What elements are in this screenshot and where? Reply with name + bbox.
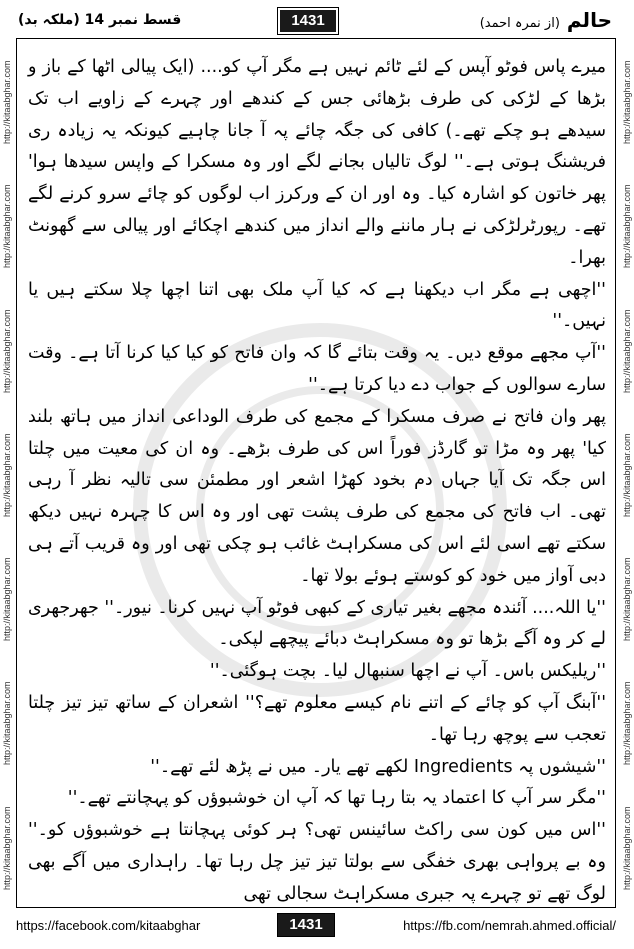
paragraph: ''آبنگ آپ کو چائے کے اتنے نام کیسے معلوم تھے؟'' اشعران کے ساتھ تیز تیز چلتا تعجب سے پوچھ رہا تھا۔ bbox=[28, 692, 606, 745]
paragraph: ''مگر سر آپ کا اعتماد یہ بتا رہا تھا کہ آپ ان خوشبوؤں کو پہچانتے تھے۔'' bbox=[67, 788, 606, 809]
paragraph: میرے پاس فوٹو آپس کے لئے ٹائم نہیں ہے مگر آپ کو.... (ایک پیالی اٹھا کے باز و بڑھا کے لڑکی کی طرف بڑھائی جس کے کندھے اور چہرے کے زاویے اب تک سیدھے ہو چکے تھے۔) کافی کی جگہ چائے پہ آ جانا چاہیے کیونکہ یہ زیادہ ری فریشنگ ہوتی ہے۔'' لوگ تالیاں بجانے لگے اور وہ مسکرا کے واپس سیدھا ہوا' پھر خاتون کو اشارہ کیا۔ وہ اور ان کے ورکرز اب لوگوں کو چائے سرو کرنے لگے تھے۔ رپورٹرلڑکی نے ہار ماننے والے انداز میں کندھے اچکائے اور پیالی سے گھونٹ بھرا۔ bbox=[28, 57, 606, 268]
author-name: (از نمرہ احمد) bbox=[479, 16, 560, 31]
page-footer bbox=[16, 912, 616, 944]
right-margin-watermark: http://kitaabghar.com http://kitaabghar.com http://kitaabghar.com http://kitaabghar.com http://kitaabghar.com http://kitaabghar.com http://kitaabghar.com bbox=[622, 60, 632, 890]
paragraph: پھر وان فاتح نے صرف مسکرا کے مجمع کی طرف الوداعی انداز میں ہاتھ بلند کیا' پھر وہ مڑا تو گارڈز فوراً اس کی طرف بڑھے۔ وہ ان کی معیت میں چلتا اس جگہ تک آیا جہاں دم بخود کھڑا اشعر اور مطمئن سی تالیہ نظر آ رہی تھی۔ اب فاتح کی مجمع کی طرف پشت تھی اور وہ اس کا چہرہ نہیں دیکھ سکتے تھے اسی لئے اس کی مسکراہٹ غائب ہو چکی تھی اور وہ قریب آتے ہی دبی آواز میں خود کو کوستے ہوئے بولا تھا۔ bbox=[28, 406, 606, 586]
novel-title: حالم bbox=[566, 8, 612, 32]
paragraph: ''ریلیکس باس۔ آپ نے اچھا سنبھال لیا۔ بچت ہوگئی۔'' bbox=[209, 661, 606, 682]
paragraph: ''یا اللہ.... آئندہ مجھے بغیر تیاری کے کبھی فوٹو آپ نہیں کرنا۔ نیور۔'' جھرجھری لے کر وہ آگے بڑھا تو وہ مسکراہٹ دبائے پیچھے لپکی۔ bbox=[28, 597, 606, 650]
footer-page-number: 1431 bbox=[278, 914, 334, 936]
paragraph: ''شیشوں پہ Ingredients لکھے تھے یار۔ میں نے پڑھ لئے تھے۔'' bbox=[150, 756, 606, 777]
page-header bbox=[16, 6, 616, 36]
header-title bbox=[480, 8, 612, 32]
paragraph: ''اس میں کون سی راکٹ سائینس تھی؟ ہر کوئی پہچانتا ہے خوشبوؤں کو۔'' وہ بے پرواہی بھری خفگی سے بولتا تیز تیز چل رہا تھا۔ راہداری میں آگے بھی لوگ تھے تو چہرے پہ جبری مسکراہٹ سجالی تھی bbox=[28, 820, 606, 904]
story-text bbox=[28, 52, 606, 911]
author-fb-link[interactable]: https://fb.com/nemrah.ahmed.official/ bbox=[403, 918, 616, 933]
left-margin-watermark: http://kitaabghar.com http://kitaabghar.com http://kitaabghar.com http://kitaabghar.com http://kitaabghar.com http://kitaabghar.com http://kitaabghar.com bbox=[2, 60, 12, 890]
paragraph: ''اچھی ہے مگر اب دیکھنا ہے کہ کیا آپ ملک بھی اتنا اچھا چلا سکتے ہیں یا نہیں۔'' bbox=[28, 279, 606, 332]
paragraph: ''آپ مجھے موقع دیں۔ یہ وقت بتائے گا کہ وان فاتح کو کیا کیا کرنا آتا ہے۔ وقت سارے سوالوں کے جواب دے دیا کرتا ہے۔'' bbox=[28, 343, 606, 395]
header-page-number: 1431 bbox=[278, 8, 338, 34]
facebook-link[interactable]: https://facebook.com/kitaabghar bbox=[16, 918, 201, 933]
episode-label: قسط نمبر 14 (ملکہ بد) bbox=[18, 12, 182, 28]
